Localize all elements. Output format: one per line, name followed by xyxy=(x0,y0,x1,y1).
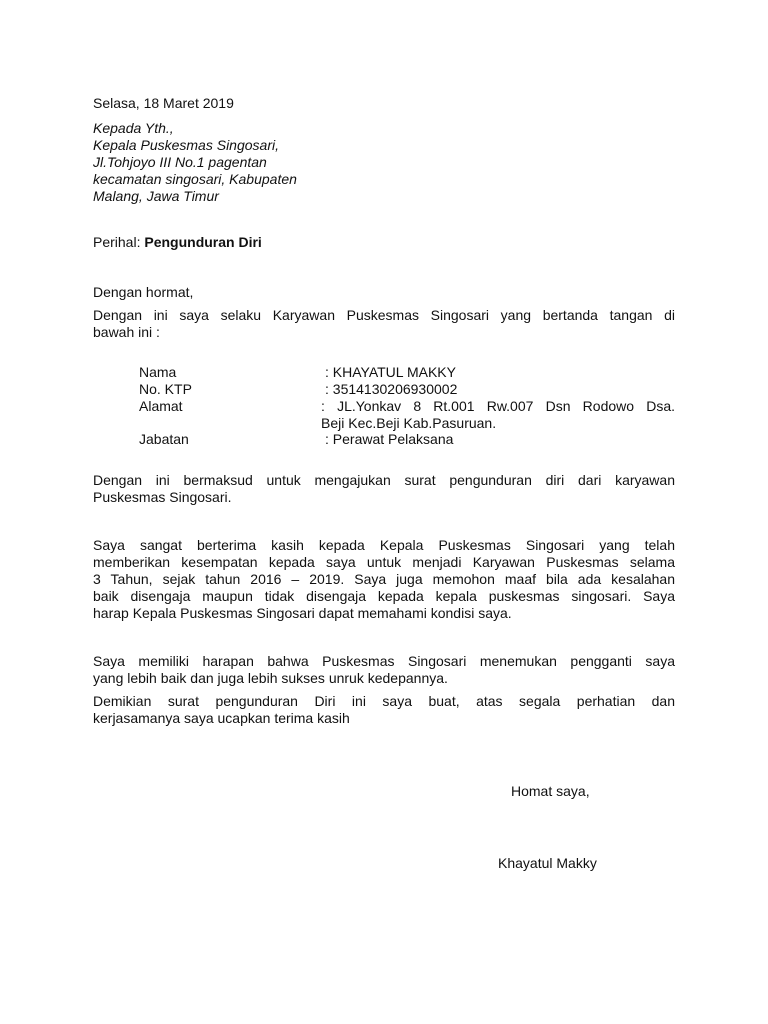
recipient-line: Kepada Yth., xyxy=(93,120,174,136)
ktp-label: No. KTP xyxy=(139,381,192,397)
subject-line xyxy=(93,234,675,251)
address-line: : JL.Yonkav 8 Rt.001 Rw.007 Dsn Rodowo Dsa. xyxy=(321,398,675,414)
position-value: : Perawat Pelaksana xyxy=(325,431,454,447)
recipient-line: Kepala Puskesmas Singosari, xyxy=(93,137,279,153)
salutation-text: Dengan hormat, xyxy=(93,284,194,300)
letter-date xyxy=(93,95,675,112)
paragraph-line: Saya memiliki harapan bahwa Puskesmas Singosari menemukan pengganti saya xyxy=(93,653,675,669)
paragraph-line: 3 Tahun, sejak tahun 2016 – 2019. Saya juga memohon maaf bila ada kesalahan xyxy=(93,571,675,587)
paragraph-line: kerjasamanya saya ucapkan terima kasih xyxy=(93,710,350,726)
address-line: Beji Kec.Beji Kab.Pasuruan. xyxy=(321,415,497,431)
thanks-paragraph xyxy=(93,537,675,622)
closing-text: Homat saya, xyxy=(511,783,590,799)
paragraph-line: Dengan ini saya selaku Karyawan Puskesmas Singosari yang bertanda tangan di xyxy=(93,307,675,323)
hope-paragraph xyxy=(93,653,675,687)
subject-label: Perihal: xyxy=(93,234,145,250)
intent-paragraph xyxy=(93,472,675,506)
address-value xyxy=(321,398,675,432)
position-label: Jabatan xyxy=(139,431,189,447)
paragraph-line: Dengan ini bermaksud untuk mengajukan surat pengunduran diri dari karyawan xyxy=(93,472,675,488)
recipient-line: kecamatan singosari, Kabupaten xyxy=(93,171,297,187)
paragraph-line: harap Kepala Puskesmas Singosari dapat memahami kondisi saya. xyxy=(93,605,512,621)
paragraph-line: Saya sangat berterima kasih kepada Kepala Puskesmas Singosari yang telah xyxy=(93,537,675,553)
paragraph-line: memberikan kesempatan kepada saya untuk menjadi Karyawan Puskesmas selama xyxy=(93,554,675,570)
subject-value: Pengunduran Diri xyxy=(144,234,262,250)
paragraph-line: Demikian surat pengunduran Diri ini saya buat, atas segala perhatian dan xyxy=(93,693,675,709)
ktp-value: : 3514130206930002 xyxy=(325,381,458,397)
paragraph-line: baik disengaja maupun tidak disengaja kepada kepala puskesmas singosari. Saya xyxy=(93,588,675,604)
paragraph-line: yang lebih baik dan juga lebih sukses unruk kedepannya. xyxy=(93,670,448,686)
intro-paragraph xyxy=(93,307,675,341)
recipient-line: Jl.Tohjoyo III No.1 pagentan xyxy=(93,154,267,170)
recipient-line: Malang, Jawa Timur xyxy=(93,188,219,204)
paragraph-line: bawah ini : xyxy=(93,324,160,340)
name-value: : KHAYATUL MAKKY xyxy=(325,364,456,380)
paragraph-line: Puskesmas Singosari. xyxy=(93,489,232,505)
name-label: Nama xyxy=(139,364,177,380)
signature-name: Khayatul Makky xyxy=(498,855,597,871)
closing-paragraph xyxy=(93,693,675,727)
recipient-block xyxy=(93,120,675,205)
address-label: Alamat xyxy=(139,398,183,414)
date-text: Selasa, 18 Maret 2019 xyxy=(93,95,234,111)
salutation xyxy=(93,284,675,301)
